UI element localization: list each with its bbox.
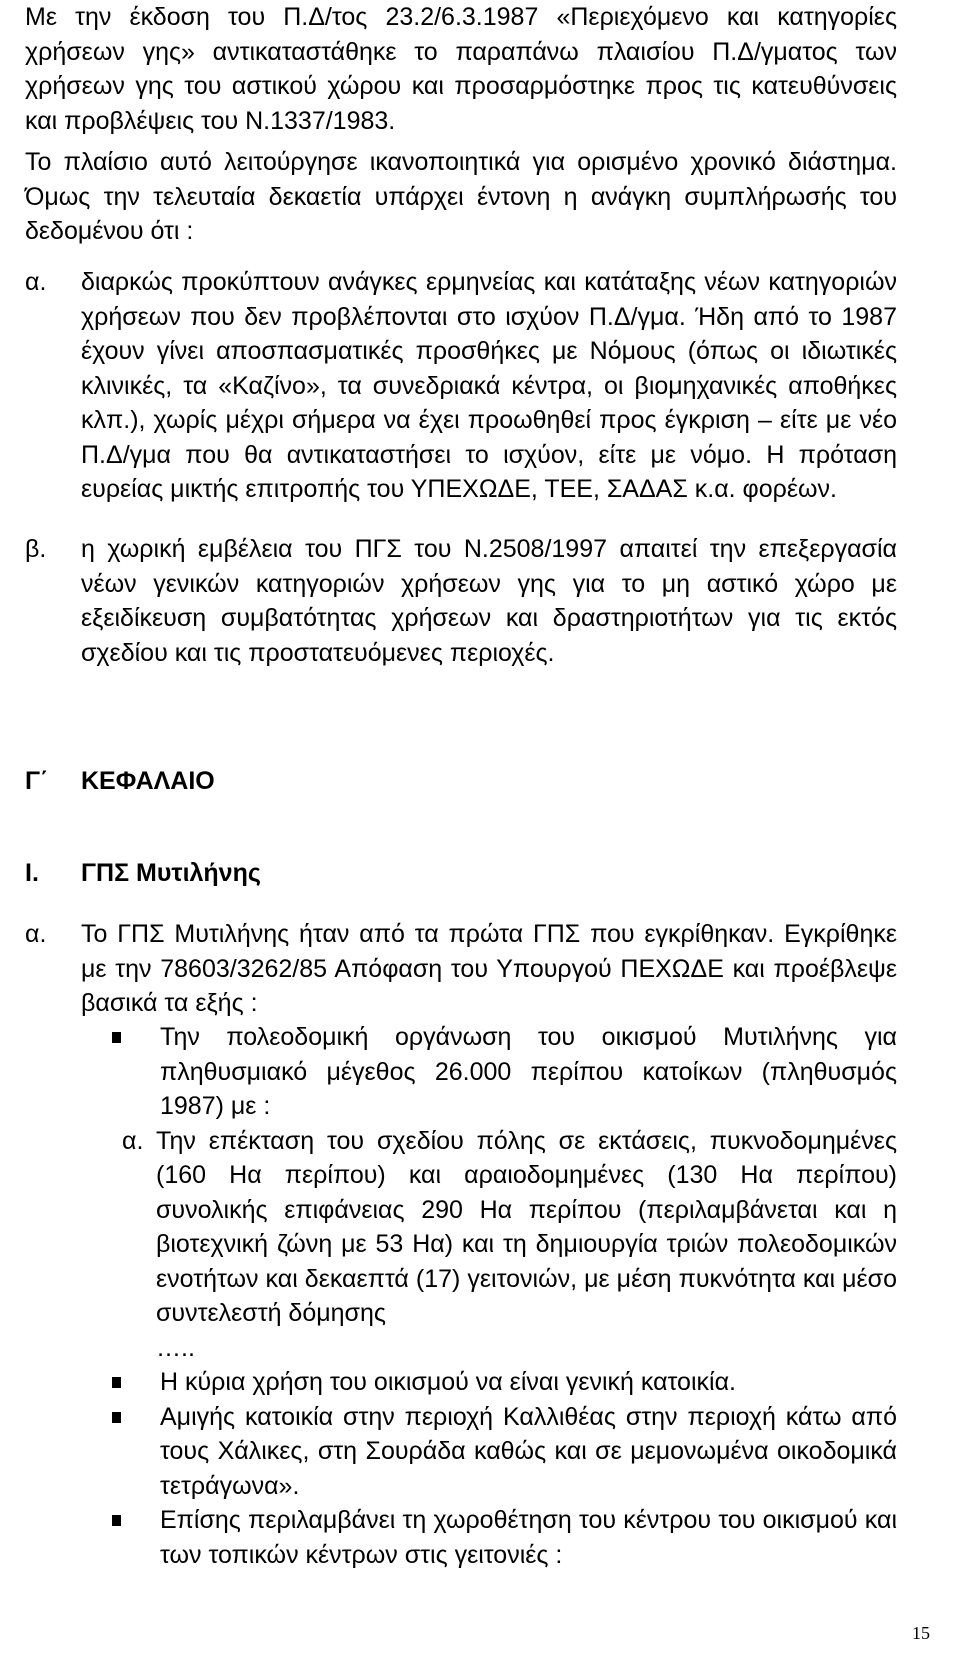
sub-item-text: Την επέκταση του σχεδίου πόλης σε εκτάσεις, πυκνοδομημένες (160 Ηα περίπου) και αραιοδομημένες (130 Ηα περίπου) συνολικής επιφάνειας 290 Ηα περίπου (περιλαμβάνεται και η βιοτεχνική ζώνη με 53 Ηα) και τη δημιουργία τριών πολεοδομικών ενοτήτων και δεκαεπτά (17) γειτονιών, με μέση πυκνότητα και μέσο συντελεστή δόμησης	[156, 1126, 897, 1327]
bullet-item	[110, 1365, 897, 1400]
square-bullet-icon	[112, 1412, 121, 1423]
bullet-item	[110, 1020, 897, 1124]
page-number: 15	[912, 1623, 930, 1643]
square-bullet-icon	[112, 1377, 121, 1388]
list-item-text: διαρκώς προκύπτουν ανάγκες ερμηνείας και κατάταξης νέων κατηγοριών χρήσεων που δεν προβλέπονται στο ισχύον Π.Δ/γμα. Ήδη από το 1987 έχουν γίνει αποσπασματικές προσθήκες με Νόμους (όπως οι ιδιωτικές κλινικές, τα «Καζίνο», τα συνεδριακά κέντρα, οι βιομηχανικές αποθήκες κλπ.), χωρίς μέχρι σήμερα να έχει προωθηθεί προς έγκριση – είτε με νέο Π.Δ/γμα που θα αντικαταστήσει το ισχύον, είτε με νόμο. Η πρόταση ευρείας μικτής επιτροπής του ΥΠΕΧΩΔΕ, ΤΕΕ, ΣΑΔΑΣ κ.α. φορέων.	[81, 268, 897, 503]
chapter-title: ΚΕΦΑΛΑΙΟ	[81, 767, 215, 795]
bullet-item	[110, 1400, 897, 1504]
section-marker: Ι.	[25, 859, 39, 887]
section-title: ΓΠΣ Μυτιλήνης	[81, 859, 261, 887]
bullet-text: Την πολεοδομική οργάνωση του οικισμού Μυτιλήνης για πληθυσμιακό μέγεθος 26.000 περίπου κατοίκων (πληθυσμός 1987) με :	[160, 1023, 897, 1120]
paragraph-intro: Με την έκδοση του Π.Δ/τος 23.2/6.3.1987 «Περιεχόμενο και κατηγορίες χρήσεων γης» αντικαταστάθηκε το παραπάνω πλαισίου Π.Δ/γματος των χρήσεων γης του αστικού χώρου και προσαρμόστηκε προς τις κατευθύνσεις και προβλέψεις του Ν.1337/1983.	[25, 3, 897, 135]
bullet-item	[110, 1503, 897, 1572]
list-marker: β.	[25, 535, 47, 563]
paragraph-framework: Το πλαίσιο αυτό λειτούργησε ικανοποιητικά για ορισμένο χρονικό διάστημα. Όμως την τελευταία δεκαετία υπάρχει έντονη η ανάγκη συμπλήρωσής του δεδομένου ότι :	[25, 148, 897, 245]
square-bullet-icon	[112, 1515, 121, 1526]
list-item-text: Το ΓΠΣ Μυτιλήνης ήταν από τα πρώτα ΓΠΣ που εγκρίθηκαν. Εγκρίθηκε με την 78603/3262/85 Απόφαση του Υπουργού ΠΕΧΩΔΕ και προέβλεψε βασικά τα εξής :	[81, 920, 897, 1017]
list-item-text: η χωρική εμβέλεια του ΠΓΣ του Ν.2508/1997 απαιτεί την επεξεργασία νέων γενικών κατηγοριών χρήσεων γης για το μη αστικό χώρο με εξειδίκευση συμβατότητας χρήσεων και δραστηριοτήτων για τις εκτός σχεδίου και τις προστατευόμενες περιοχές.	[81, 535, 897, 667]
bullet-list	[110, 1020, 897, 1572]
bullet-text: Η κύρια χρήση του οικισμού να είναι γενική κατοικία.	[160, 1368, 736, 1396]
sub-item-marker: α.	[122, 1126, 144, 1155]
ellipsis: …..	[156, 1333, 195, 1362]
list-marker: α.	[25, 268, 47, 296]
square-bullet-icon	[112, 1032, 121, 1043]
list-marker: α.	[25, 920, 47, 948]
chapter-marker: Γ΄	[25, 767, 49, 795]
bullet-text: Επίσης περιλαμβάνει τη χωροθέτηση του κέντρου του οικισμού και των τοπικών κέντρων στις γειτονιές :	[160, 1506, 897, 1569]
bullet-text: Αμιγής κατοικία στην περιοχή Καλλιθέας στην περιοχή κάτω από τους Χάλικες, στη Σουράδα καθώς και σε μεμονωμένα οικοδομικά τετράγωνα».	[160, 1402, 897, 1500]
sub-item-a	[100, 1124, 897, 1366]
